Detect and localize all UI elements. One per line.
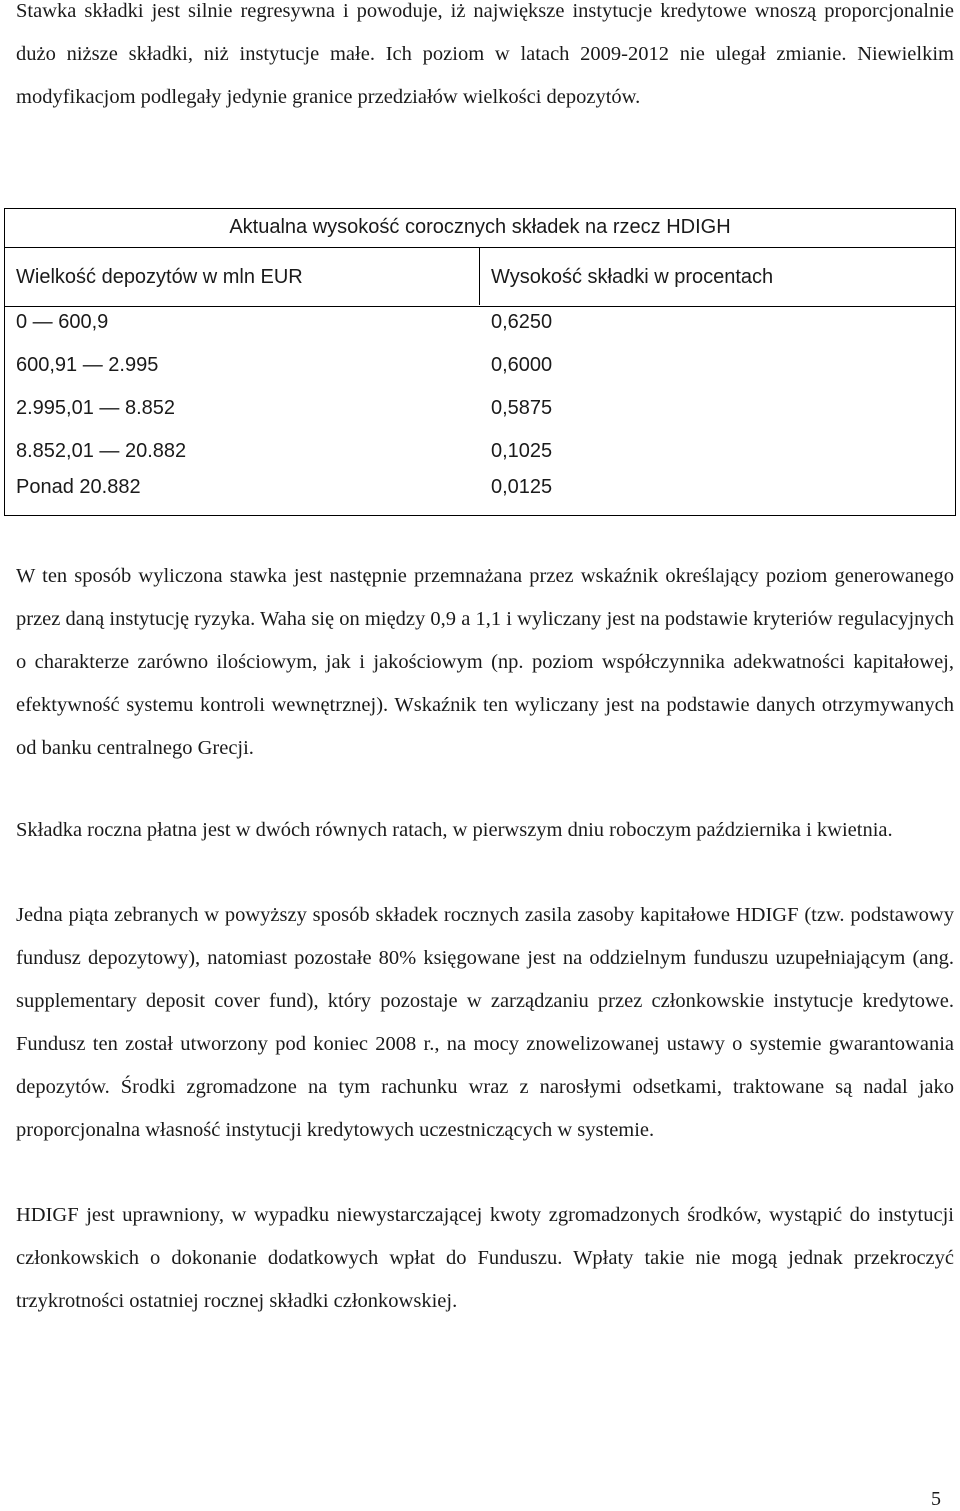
rate-cell: 0,0125 <box>491 476 553 498</box>
contribution-rates-table <box>4 208 956 516</box>
table-row <box>5 348 955 392</box>
deposit-range-cell: 600,91 ― 2.995 <box>16 354 159 376</box>
table-row <box>5 305 955 349</box>
header-contribution-rate: Wysokość składki w procentach <box>491 266 774 288</box>
table-caption: Aktualna wysokość corocznych składek na rzecz HDIGH <box>229 216 731 238</box>
page-number: 5 <box>931 1488 941 1510</box>
rate-cell: 0,6000 <box>491 354 553 376</box>
table-header-row <box>5 247 955 307</box>
table-row <box>5 470 955 514</box>
header-deposit-size: Wielkość depozytów w mln EUR <box>16 266 303 288</box>
deposit-range-cell: 0 ― 600,9 <box>16 311 109 333</box>
rate-cell: 0,1025 <box>491 440 553 462</box>
deposit-range-cell: 2.995,01 ― 8.852 <box>16 397 176 419</box>
paragraph-payment-schedule: Składka roczna płatna jest w dwóch równych ratach, w pierwszym dniu roboczym października i kwietnia. <box>16 819 893 841</box>
rate-cell: 0,5875 <box>491 397 553 419</box>
deposit-range-cell: 8.852,01 ― 20.882 <box>16 440 187 462</box>
header-column-divider <box>479 247 480 305</box>
rate-cell: 0,6250 <box>491 311 553 333</box>
table-row <box>5 391 955 435</box>
paragraph-additional-payments: HDIGF jest uprawniony, w wypadku niewystarczającej kwoty zgromadzonych środków, wystąpić do instytucji członkowskich o dokonanie dodatkowych wpłat do Funduszu. Wpłaty takie nie mogą jednak przekroczyć trzykrotności ostatniej rocznej składki członkowskiej. <box>16 1204 954 1312</box>
deposit-range-cell: Ponad 20.882 <box>16 476 141 498</box>
paragraph-regressive-rate: Stawka składki jest silnie regresywna i powoduje, iż największe instytucje kredytowe wnoszą proporcjonalnie dużo niższe składki, niż instytucje małe. Ich poziom w latach 2009-2012 nie ulegał zmianie. Niewielkim modyfikacjom podlegały jedynie granice przedziałów wielkości depozytów. <box>16 0 954 108</box>
paragraph-risk-indicator: W ten sposób wyliczona stawka jest następnie przemnażana przez wskaźnik określający poziom generowanego przez daną instytucję ryzyka. Waha się on między 0,9 a 1,1 i wyliczany jest na podstawie kryteriów regulacyjnych o charakterze zarówno ilościowym, jak i jakościowym (np. poziom współczynnika adekwatności kapitałowej, efektywność systemu kontroli wewnętrznej). Wskaźnik ten wyliczany jest na podstawie danych otrzymywanych od banku centralnego Grecji. <box>16 565 954 759</box>
paragraph-supplementary-fund: Jedna piąta zebranych w powyższy sposób składek rocznych zasila zasoby kapitałowe HDIGF (tzw. podstawowy fundusz depozytowy), natomiast pozostałe 80% księgowane jest na oddzielnym funduszu uzupełniającym (ang. supplementary deposit cover fund), który pozostaje w zarządzaniu przez członkowskie instytucje kredytowe. Fundusz ten został utworzony pod koniec 2008 r., na mocy znowelizowanej ustawy o systemie gwarantowania depozytów. Środki zgromadzone na tym rachunku wraz z narosłymi odsetkami, traktowane są nadal jako proporcjonalna własność instytucji kredytowych uczestniczących w systemie. <box>16 904 954 1141</box>
